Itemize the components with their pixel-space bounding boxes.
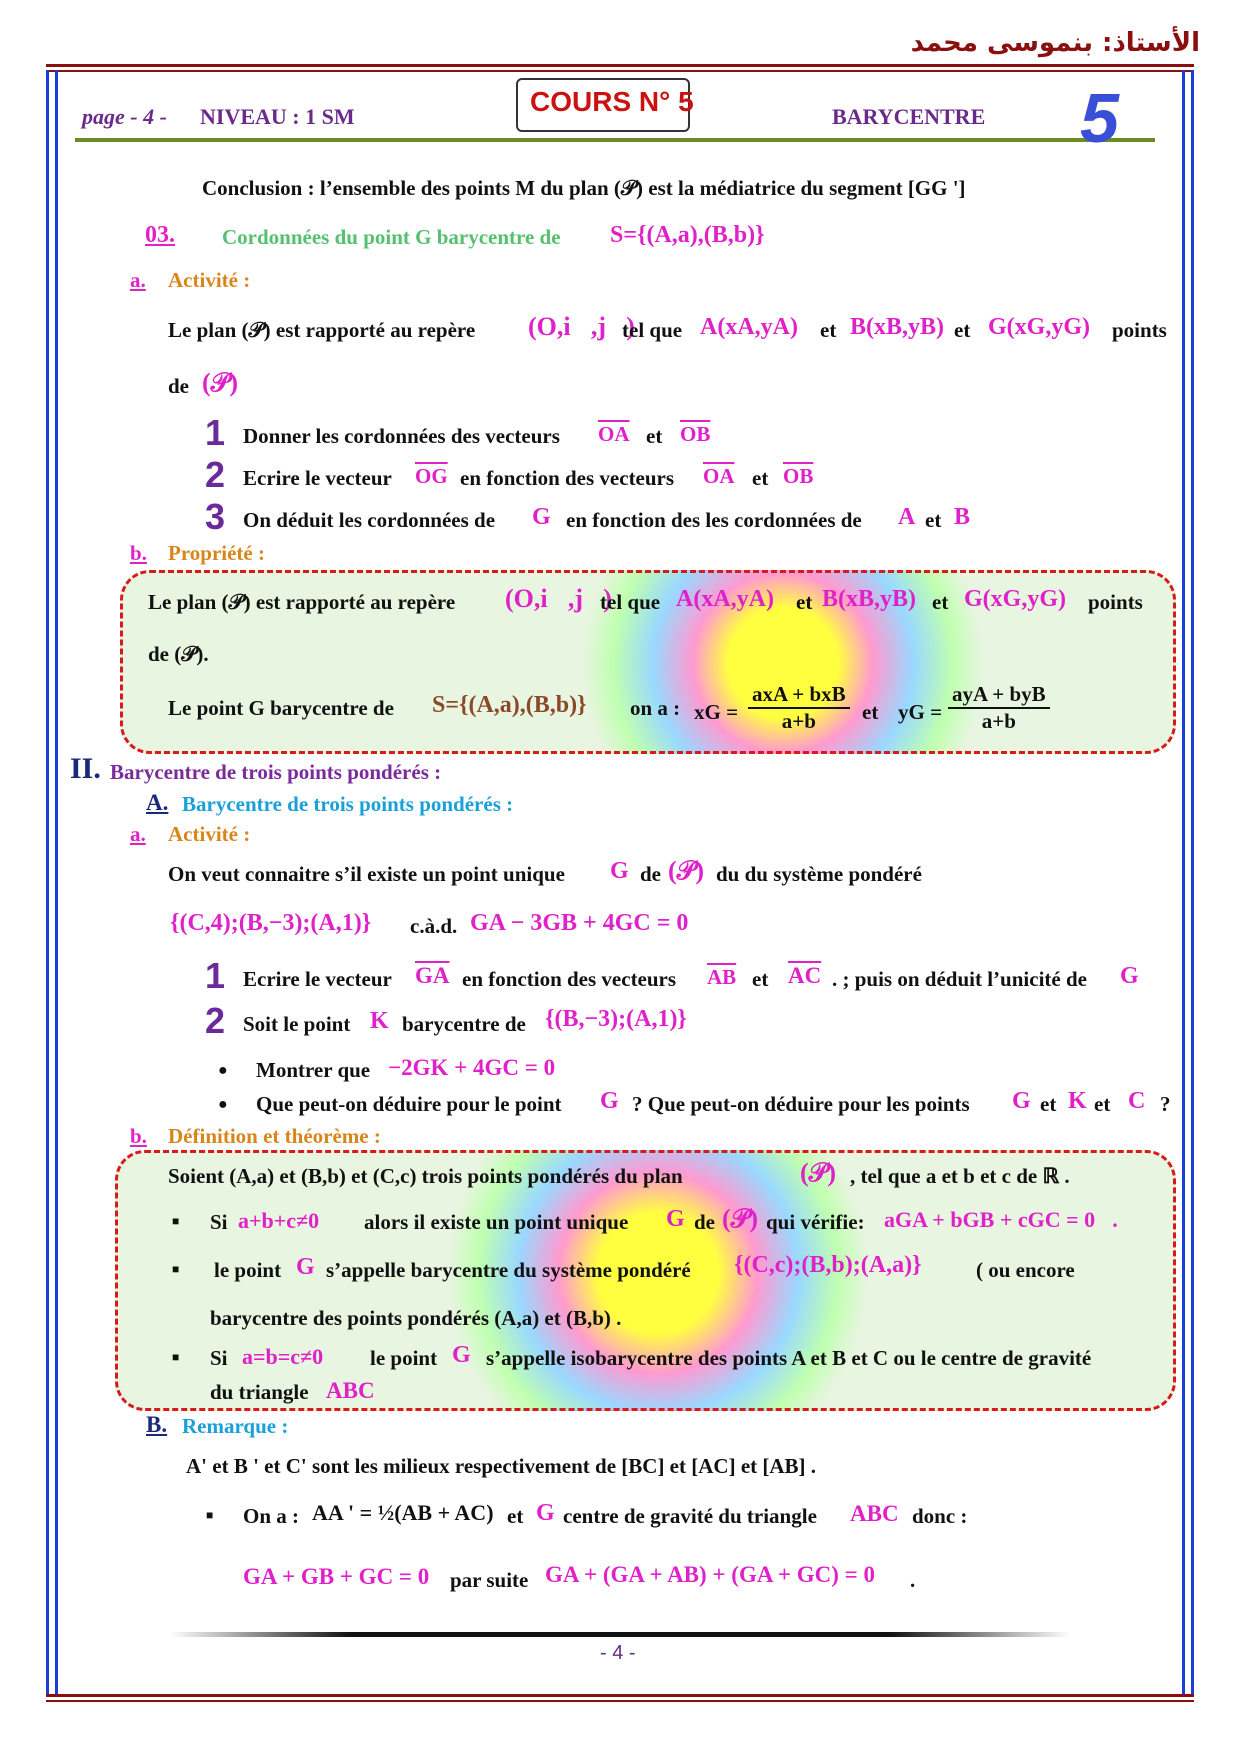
q3-text: On déduit les cordonnées de — [243, 508, 496, 532]
def-b1-condition: a+b+c≠0 — [238, 1208, 320, 1233]
bullet1-text: Montrer que — [256, 1058, 371, 1082]
activity2-line1-a: On veut connaitre s’il existe un point unique — [168, 862, 565, 886]
author-name: الأستاذ: بنموسى محمد — [910, 28, 1200, 58]
q3-point-b: B — [954, 504, 971, 530]
r1-vector-ab: $\overline{AB}$ — [707, 965, 737, 989]
section-a-title: Barycentre de trois points pondérés : — [182, 792, 514, 816]
definition-line1-b: , tel que a et b et c de ℝ . — [850, 1164, 1070, 1188]
q3-text2: en fonction des les cordonnées de — [566, 508, 862, 532]
bullet-1: ● — [218, 1062, 228, 1079]
conclusion: Conclusion : l’ensemble des points M du plan (𝒫) est la médiatrice du segment [GG '] — [202, 176, 966, 200]
remark-b1-equation: AA ' = ½(AB + AC) — [312, 1500, 494, 1525]
def-b3-triangle: ABC — [326, 1378, 375, 1403]
bullet2-point-g2: G — [1012, 1088, 1031, 1114]
q2-et: et — [752, 466, 769, 490]
q3-et: et — [925, 508, 942, 532]
activity-plane: (𝒫) — [202, 368, 239, 397]
remark-b1-text: centre de gravité du triangle — [563, 1504, 817, 1528]
r2-system: {(B,−3);(A,1)} — [545, 1006, 687, 1032]
def-bullet-3: ■ — [172, 1350, 180, 1364]
q1-vector-ob: $\overline{OB}$ — [680, 422, 711, 446]
def-b2-ou: ( ou encore — [976, 1258, 1075, 1282]
r1-vector-ac: $\overline{AC}$ — [788, 963, 822, 988]
page-label: page - 4 - — [82, 104, 167, 129]
header-underline — [75, 138, 1155, 142]
bottom-rule-thin — [46, 1700, 1194, 1702]
property-system: S={(A,a),(B,b)} — [432, 692, 587, 718]
activity-line1-b: tel que — [622, 318, 683, 342]
activity-a-label: a. — [130, 268, 146, 292]
def-b1-text: alors il existe un point unique — [364, 1210, 629, 1234]
definition-b-title: Définition et théorème : — [168, 1124, 381, 1148]
property-et-2: et — [932, 590, 949, 614]
definition-plane: (𝒫) — [800, 1158, 837, 1187]
property-point-b: B(xB,yB) — [822, 586, 917, 612]
def-bullet-1: ■ — [172, 1214, 180, 1228]
q2-number: 2 — [205, 454, 226, 495]
q1-number: 1 — [205, 412, 226, 453]
top-rule — [46, 64, 1194, 67]
q2-text: Ecrire le vecteur — [243, 466, 392, 490]
q1-et: et — [646, 424, 663, 448]
property-b-label: b. — [130, 541, 147, 565]
def-b3-condition: a=b=c≠0 — [242, 1344, 324, 1369]
r1-number: 1 — [205, 955, 226, 996]
property-et: et — [862, 700, 879, 724]
q3-point-a: A — [898, 504, 916, 530]
remark-b1-et: et — [507, 1504, 524, 1528]
niveau-label: NIVEAU : 1 SM — [200, 104, 355, 129]
property-repere: (O,i⃗,j⃗) — [505, 584, 612, 613]
activity2-point-g: G — [610, 858, 629, 884]
def-b1-plane: (𝒫) — [722, 1204, 759, 1233]
def-b2-text: le point — [214, 1258, 282, 1282]
property-point-g: G(xG,yG) — [964, 586, 1066, 612]
bullet2-question: ? — [1160, 1092, 1171, 1116]
frame-right — [1182, 70, 1194, 1695]
property-yg-fraction — [948, 682, 1050, 734]
remark-equation-2: GA + (GA + AB) + (GA + GC) = 0⃗ — [545, 1562, 893, 1587]
property-line2: de (𝒫). — [148, 642, 209, 666]
property-line3-b: on a : — [630, 696, 681, 720]
q3-number: 3 — [205, 496, 226, 537]
logo-five: 5 — [1080, 79, 1119, 157]
remark-bullet-1: ■ — [206, 1508, 214, 1522]
property-xg-denominator: a+b — [781, 709, 816, 733]
property-b-title: Propriété : — [168, 541, 265, 565]
section-a-label: A. — [146, 790, 169, 815]
activity-point-g: G(xG,yG) — [988, 314, 1090, 340]
bottom-rule — [46, 1694, 1194, 1697]
remark-b1-triangle: ABC — [850, 1501, 899, 1526]
q3-point-g: G — [532, 504, 551, 530]
def-b1-point-g: G — [666, 1206, 685, 1232]
cours-title: COURS N° 5 — [530, 86, 694, 117]
activity2-equation: GA − 3GB + 4GC = 0⃗ — [470, 910, 708, 936]
activity2-system: {(C,4);(B,−3);(A,1)} — [170, 910, 372, 936]
remark-line1: A' et B ' et C' sont les milieux respectivement de [BC] et [AC] et [AB] . — [186, 1454, 817, 1478]
activity2-plane: (𝒫) — [668, 856, 705, 885]
section-ii-title: Barycentre de trois points pondérés : — [110, 760, 442, 784]
activity-repere: (O,i⃗,j⃗) — [528, 312, 635, 341]
bullet2-point-k: K — [1068, 1088, 1087, 1114]
footer-rule — [170, 1632, 1070, 1637]
activity2-label: a. — [130, 822, 146, 846]
def-b2-point-g: G — [296, 1254, 315, 1280]
property-et-1: et — [796, 590, 813, 614]
activity-line1-a: Le plan (𝒫) est rapporté au repère — [168, 318, 476, 342]
property-xg-fraction — [748, 682, 850, 734]
q1-vector-oa: $\overline{OA}$ — [598, 422, 630, 446]
property-xg-label: xG = — [694, 700, 739, 724]
def-b3-si: Si — [210, 1346, 228, 1370]
r1-text3: . ; puis on déduit l’unicité de — [832, 967, 1087, 991]
r2-point-k: K — [370, 1008, 389, 1034]
def-b3-line2: du triangle — [210, 1380, 309, 1404]
section-b-title: Remarque : — [182, 1414, 289, 1438]
r1-text: Ecrire le vecteur — [243, 967, 392, 991]
definition-line1: Soient (A,a) et (B,b) et (C,c) trois points pondérés du plan — [168, 1164, 683, 1188]
r2-text: Soit le point — [243, 1012, 351, 1036]
activity-a-title: Activité : — [168, 268, 251, 292]
activity2-line1-b: de — [640, 862, 661, 886]
property-yg-denominator: a+b — [981, 709, 1016, 733]
remark-b1-donc: donc : — [912, 1504, 968, 1528]
property-line1-c: points — [1088, 590, 1143, 614]
remark-b1-point-g: G — [536, 1500, 555, 1526]
activity-et-2: et — [954, 318, 971, 342]
r2-text2: barycentre de — [402, 1012, 526, 1036]
activity2-title: Activité : — [168, 822, 251, 846]
q2-vector-oa: $\overline{OA}$ — [703, 464, 735, 488]
r1-vector-ga: $\overline{GA}$ — [415, 963, 450, 988]
def-b2-line2: barycentre des points pondérés (A,a) et (B,b) . — [210, 1306, 622, 1330]
property-line3-a: Le point G barycentre de — [168, 696, 394, 720]
property-yg-numerator: ayA + byB — [948, 682, 1050, 709]
property-point-a: A(xA,yA) — [676, 586, 774, 612]
remark-b1-on-a: On a : — [243, 1504, 300, 1528]
activity-et-1: et — [820, 318, 837, 342]
def-b3-text2: s’appelle isobarycentre des points A et B et C ou le centre de gravité — [486, 1346, 1092, 1370]
property-line1-b: tel que — [600, 590, 661, 614]
def-b1-si: Si — [210, 1210, 228, 1234]
bullet2-point-c: C — [1128, 1088, 1146, 1114]
r1-point-g: G — [1120, 963, 1139, 989]
def-b3-point-g: G — [452, 1342, 471, 1368]
remark-equation-1: GA + GB + GC = 0⃗ — [243, 1564, 448, 1589]
activity-line2: de — [168, 374, 189, 398]
bullet2-text2: ? Que peut-on déduire pour les points — [632, 1092, 970, 1116]
q1-text: Donner les cordonnées des vecteurs — [243, 424, 560, 448]
top-rule-thin — [46, 70, 1194, 72]
activity2-cad: c.à.d. — [410, 914, 458, 938]
def-b2-text2: s’appelle barycentre du système pondéré — [326, 1258, 691, 1282]
def-b1-de: de — [694, 1210, 715, 1234]
property-line1-a: Le plan (𝒫) est rapporté au repère — [148, 590, 456, 614]
section-b-label: B. — [146, 1412, 168, 1437]
q2-vector-og: $\overline{OG}$ — [415, 464, 448, 488]
property-xg-numerator: axA + bxB — [748, 682, 850, 709]
topic-title: BARYCENTRE — [832, 104, 986, 129]
q2-text2: en fonction des vecteurs — [460, 466, 675, 490]
bullet-2: ● — [218, 1096, 228, 1113]
bullet1-equation: −2GK + 4GC = 0⃗ — [388, 1055, 573, 1080]
def-b1-equation: aGA + bGB + cGC = 0⃗. — [884, 1207, 1118, 1232]
r2-number: 2 — [205, 1000, 226, 1041]
activity-point-b: B(xB,yB) — [850, 314, 945, 340]
def-b2-system: {(C,c);(B,b);(A,a)} — [734, 1252, 922, 1278]
remark-par-suite: par suite — [450, 1568, 529, 1592]
frame-left — [46, 70, 58, 1695]
def-b3-text: le point — [370, 1346, 438, 1370]
activity-point-a: A(xA,yA) — [700, 314, 798, 340]
activity-line1-c: points — [1112, 318, 1167, 342]
bullet2-et: et — [1040, 1092, 1057, 1116]
def-bullet-2: ■ — [172, 1262, 180, 1276]
section-03-number: 03. — [145, 222, 175, 248]
r1-text2: en fonction des vecteurs — [462, 967, 677, 991]
definition-b-label: b. — [130, 1124, 147, 1148]
section-ii-number: II. — [70, 752, 101, 785]
section-03-title: Cordonnées du point G barycentre de — [222, 225, 561, 249]
bullet2-text: Que peut-on déduire pour le point — [256, 1092, 562, 1116]
activity2-line1-c: du du système pondéré — [716, 862, 922, 886]
def-b1-verifie: qui vérifie: — [766, 1210, 865, 1234]
bullet2-point-g: G — [600, 1088, 619, 1114]
property-yg-label: yG = — [898, 700, 943, 724]
footer-page-number: - 4 - — [600, 1642, 636, 1664]
q2-vector-ob: $\overline{OB}$ — [783, 464, 814, 488]
section-03-system: S={(A,a),(B,b)} — [610, 222, 765, 248]
bullet2-et2: et — [1094, 1092, 1111, 1116]
remark-end-dot: . — [910, 1568, 916, 1592]
r1-et: et — [752, 967, 769, 991]
